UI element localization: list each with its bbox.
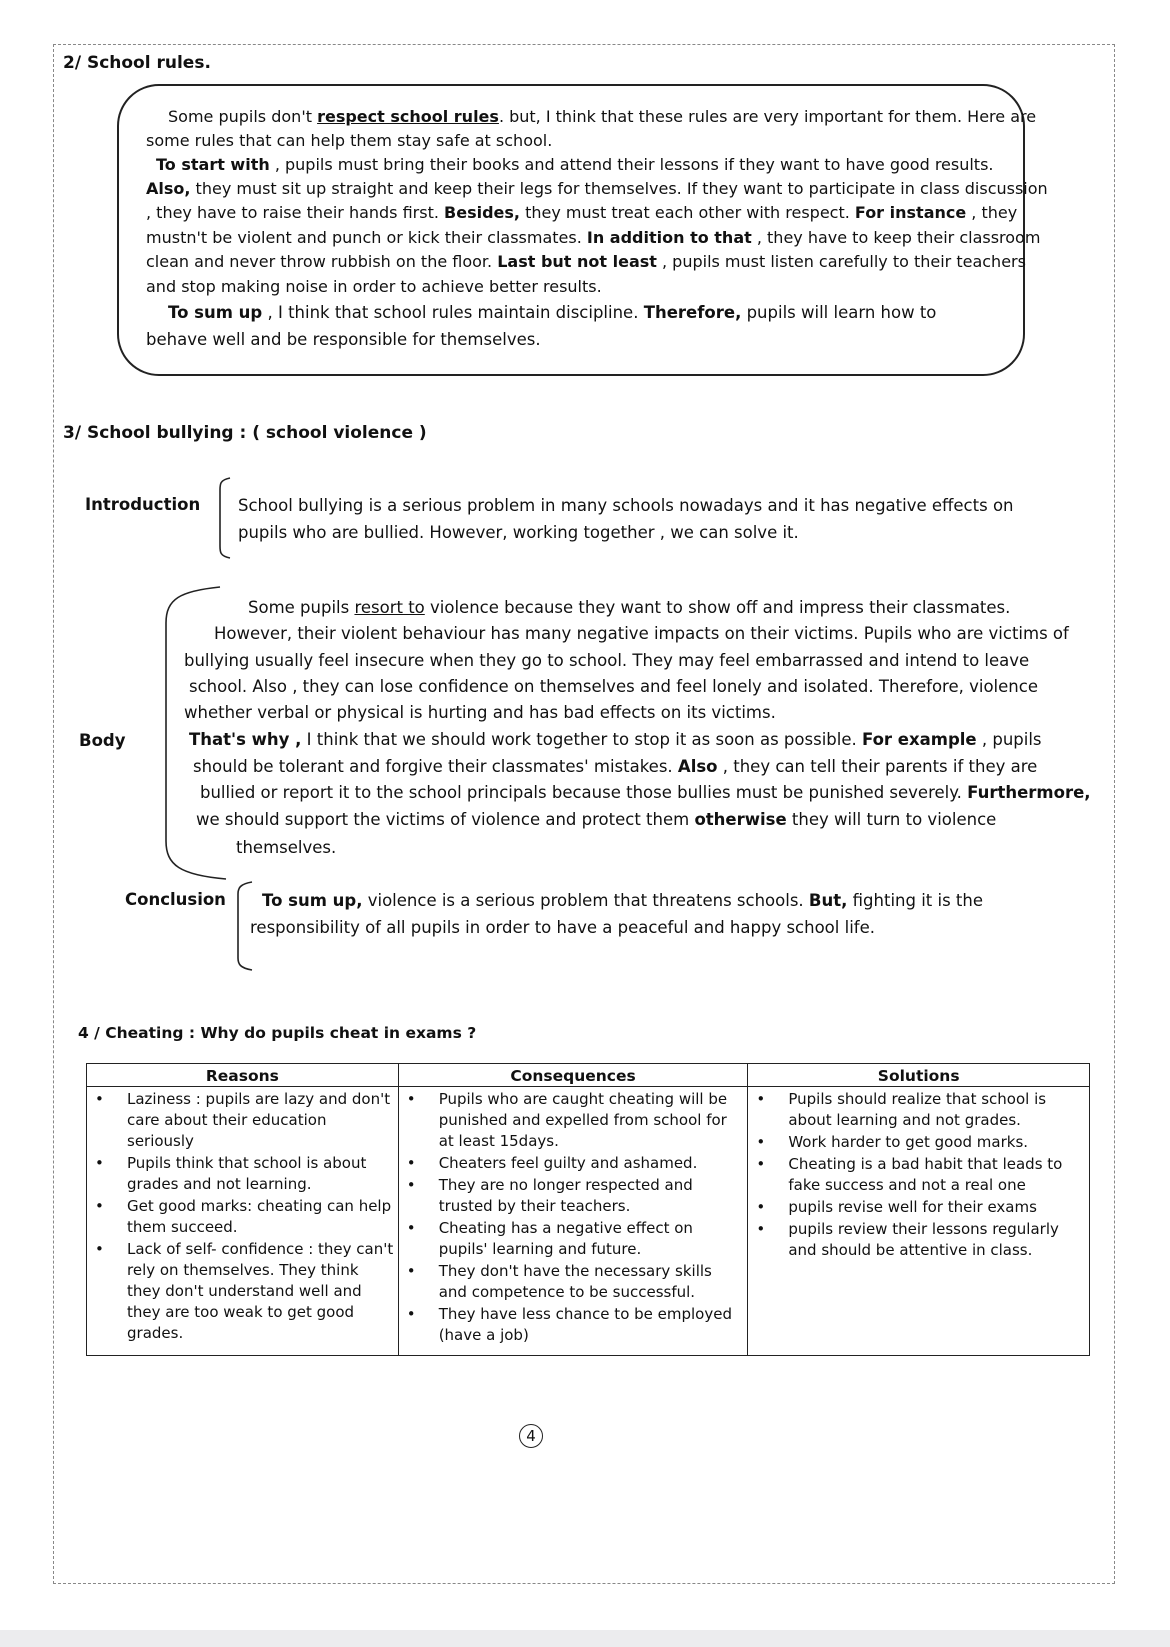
underlined-term: resort to xyxy=(354,598,425,617)
text: . but, I think that these rules are very important for them. Here are xyxy=(498,107,1037,126)
body-line xyxy=(248,598,1010,618)
text: , they xyxy=(966,203,1018,222)
bullet: • xyxy=(756,1198,766,1216)
list-item xyxy=(91,1089,394,1152)
text: , pupils must bring their books and attend their lessons if they want to have good results. xyxy=(269,155,994,174)
text: Some pupils xyxy=(248,598,355,617)
connector-bold: Last but not least xyxy=(497,252,657,271)
text: pupils will learn how to xyxy=(741,303,937,322)
section-heading-school-rules: 2/ School rules. xyxy=(63,53,211,73)
connector-bold: But, xyxy=(808,891,848,910)
list-item xyxy=(403,1089,744,1152)
table-row xyxy=(87,1087,1090,1356)
bullet: • xyxy=(406,1219,416,1237)
bullet: • xyxy=(406,1090,416,1108)
list-item xyxy=(403,1304,744,1346)
text: they must treat each other with respect. xyxy=(520,203,855,222)
reason-text: Lack of self- confidence : they can't rely on themselves. They think they don't understand well and they are too weak to get good grades. xyxy=(127,1240,394,1342)
rules-paragraph-line xyxy=(146,179,1048,199)
connector-bold: Furthermore, xyxy=(967,783,1091,802)
rules-paragraph-line xyxy=(146,252,1026,272)
connector-bold: For instance xyxy=(854,203,967,222)
body-line: themselves. xyxy=(236,838,337,857)
bullet: • xyxy=(406,1262,416,1280)
text: violence because they want to show off and impress their classmates. xyxy=(424,598,1011,617)
section-heading-bullying: 3/ School bullying : ( school violence ) xyxy=(63,423,427,443)
text: they must sit up straight and keep their legs for themselves. If they want to participate in class discussion xyxy=(190,179,1048,198)
reason-text: Get good marks: cheating can help them succeed. xyxy=(127,1197,392,1236)
list-item xyxy=(752,1197,1085,1218)
bullet: • xyxy=(95,1197,104,1215)
body-line xyxy=(200,783,1091,803)
body-line: bullying usually feel insecure when they go to school. They may feel embarrassed and intend to leave xyxy=(184,651,1030,670)
consequences-cell xyxy=(398,1087,748,1356)
solution-text: pupils review their lessons regularly and should be attentive in class. xyxy=(788,1220,1059,1259)
column-header-reasons: Reasons xyxy=(87,1064,399,1087)
connector-bold: Besides, xyxy=(444,203,521,222)
bullet: • xyxy=(406,1176,416,1194)
table-header-row xyxy=(87,1064,1090,1087)
solution-text: Pupils should realize that school is about learning and not grades. xyxy=(788,1090,1047,1129)
consequence-text: They don't have the necessary skills and competence to be successful. xyxy=(438,1262,712,1301)
text: we should support the victims of violence and protect them xyxy=(196,810,695,829)
text: Some pupils don't xyxy=(168,107,318,126)
page-number: 4 xyxy=(519,1424,543,1448)
conclusion-line: responsibility of all pupils in order to have a peaceful and happy school life. xyxy=(250,918,875,937)
rules-paragraph-line xyxy=(156,155,994,175)
connector-bold: To start with xyxy=(156,155,270,174)
column-header-solutions: Solutions xyxy=(748,1064,1090,1087)
list-item xyxy=(752,1089,1085,1131)
reasons-cell xyxy=(87,1087,399,1356)
bullet: • xyxy=(406,1154,416,1172)
solution-text: Cheating is a bad habit that leads to fake success and not a real one xyxy=(788,1155,1063,1194)
text: I think that we should work together to stop it as soon as possible. xyxy=(301,730,862,749)
text: mustn't be violent and punch or kick their classmates. xyxy=(146,228,587,247)
bullet: • xyxy=(756,1090,766,1108)
bullet: • xyxy=(756,1133,766,1151)
list-item xyxy=(403,1218,744,1260)
section-heading-cheating: 4 / Cheating : Why do pupils cheat in exams ? xyxy=(78,1024,477,1042)
body-line xyxy=(193,757,1037,777)
list-item xyxy=(403,1153,744,1174)
consequence-text: Cheaters feel guilty and ashamed. xyxy=(438,1154,698,1172)
text: , they have to keep their classroom xyxy=(751,228,1041,247)
rules-paragraph-line: some rules that can help them stay safe at school. xyxy=(146,131,553,150)
solution-text: Work harder to get good marks. xyxy=(788,1133,1029,1151)
introduction-label: Introduction xyxy=(85,495,201,514)
consequence-text: They are no longer respected and trusted by their teachers. xyxy=(438,1176,693,1215)
text: clean and never throw rubbish on the floor. xyxy=(146,252,498,271)
text: should be tolerant and forgive their classmates' mistakes. xyxy=(193,757,678,776)
rules-paragraph-line xyxy=(168,303,936,323)
body-line: school. Also , they can lose confidence on themselves and feel lonely and isolated. Therefore, violence xyxy=(189,677,1038,696)
connector-bold: To sum up, xyxy=(262,891,363,910)
text: bullied or report it to the school principals because those bullies must be punished severely. xyxy=(200,783,968,802)
underlined-term: respect school rules xyxy=(317,107,499,126)
text: , they can tell their parents if they are xyxy=(717,757,1038,776)
connector-bold: Therefore, xyxy=(643,303,742,322)
reason-text: Pupils think that school is about grades and not learning. xyxy=(127,1154,367,1193)
column-header-consequences: Consequences xyxy=(398,1064,748,1087)
body-line xyxy=(196,810,996,830)
consequence-text: They have less chance to be employed (have a job) xyxy=(438,1305,732,1344)
list-item xyxy=(91,1153,394,1195)
connector-bold: That's why , xyxy=(189,730,302,749)
bullet: • xyxy=(95,1154,104,1172)
consequence-text: Cheating has a negative effect on pupils' learning and future. xyxy=(438,1219,693,1258)
list-item xyxy=(752,1132,1085,1153)
text: , pupils xyxy=(976,730,1042,749)
consequence-text: Pupils who are caught cheating will be punished and expelled from school for at least 15days. xyxy=(438,1090,728,1150)
rules-paragraph-line: behave well and be responsible for themselves. xyxy=(146,330,541,349)
conclusion-line xyxy=(262,891,983,911)
body-line: However, their violent behaviour has many negative impacts on their victims. Pupils who are victims of xyxy=(214,624,1069,643)
text: fighting it is the xyxy=(847,891,984,910)
bullet: • xyxy=(95,1240,104,1258)
cheating-table xyxy=(86,1063,1090,1356)
connector-bold: For example xyxy=(861,730,977,749)
rules-paragraph-line xyxy=(146,203,1017,223)
solution-text: pupils revise well for their exams xyxy=(788,1198,1037,1216)
list-item xyxy=(91,1239,394,1344)
intro-line: pupils who are bullied. However, working together , we can solve it. xyxy=(238,523,799,542)
connector-bold: Also, xyxy=(146,179,191,198)
body-line: whether verbal or physical is hurting and has bad effects on its victims. xyxy=(184,703,776,722)
list-item xyxy=(752,1154,1085,1196)
body-label: Body xyxy=(79,731,126,750)
rules-paragraph-line xyxy=(146,228,1040,248)
bullet: • xyxy=(756,1220,766,1238)
list-item xyxy=(403,1175,744,1217)
body-line xyxy=(189,730,1042,750)
introduction-bracket xyxy=(214,476,234,560)
list-item xyxy=(403,1261,744,1303)
connector-bold: In addition to that xyxy=(586,228,752,247)
conclusion-label: Conclusion xyxy=(125,890,226,909)
bullet: • xyxy=(95,1090,104,1108)
rules-paragraph-line: and stop making noise in order to achieve better results. xyxy=(146,277,602,296)
rules-paragraph-line xyxy=(168,107,1036,127)
solutions-cell xyxy=(748,1087,1090,1356)
intro-line: School bullying is a serious problem in many schools nowadays and it has negative effects on xyxy=(238,496,1014,515)
connector-bold: otherwise xyxy=(694,810,787,829)
text: , I think that school rules maintain discipline. xyxy=(262,303,644,322)
text: , they have to raise their hands first. xyxy=(146,203,445,222)
text: they will turn to violence xyxy=(786,810,997,829)
text: , pupils must listen carefully to their teachers xyxy=(656,252,1026,271)
reason-text: Laziness : pupils are lazy and don't care about their education seriously xyxy=(127,1090,391,1150)
connector-bold: To sum up xyxy=(168,303,263,322)
list-item xyxy=(752,1219,1085,1261)
bullet: • xyxy=(756,1155,766,1173)
connector-bold: Also xyxy=(677,757,718,776)
list-item xyxy=(91,1196,394,1238)
text: violence is a serious problem that threatens schools. xyxy=(362,891,809,910)
bullet: • xyxy=(406,1305,416,1323)
